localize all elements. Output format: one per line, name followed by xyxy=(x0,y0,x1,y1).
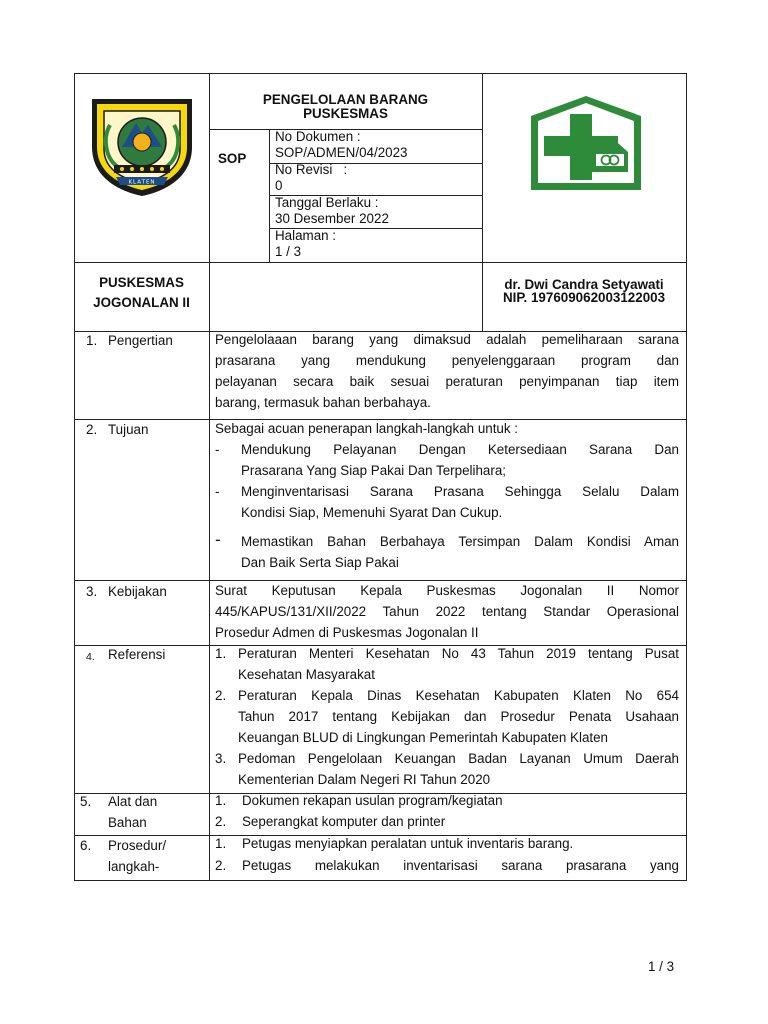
org-name-line1: PUSKESMAS xyxy=(99,275,184,290)
section-label-bahan: Bahan xyxy=(108,815,147,830)
doc-no-label: No Dokumen : xyxy=(275,129,361,144)
section-label-langkah: langkah- xyxy=(108,859,160,874)
section-label-tujuan: Tujuan xyxy=(108,422,149,437)
signer-nip: NIP. 197609062003122003 xyxy=(502,290,666,305)
doc-title-line1: PENGELOLAAN BARANG xyxy=(262,92,429,107)
sop-label: SOP xyxy=(218,151,247,166)
section-number: 6. xyxy=(80,838,92,853)
doc-title-line2: PUSKESMAS xyxy=(303,106,388,121)
section-label-referensi: Referensi xyxy=(108,647,166,662)
doc-no-value: SOP/ADMEN/04/2023 xyxy=(275,145,408,160)
section-number: 3. xyxy=(86,584,98,599)
org-name-line2: JOGONALAN II xyxy=(93,295,190,310)
section-label-prosedur: Prosedur/ xyxy=(108,838,167,853)
effective-date-label: Tanggal Berlaku : xyxy=(275,195,379,210)
crest-caption: KLATEN xyxy=(128,179,156,186)
effective-date-value: 30 Desember 2022 xyxy=(275,211,389,226)
puskesmas-logo xyxy=(528,92,645,194)
section-number: 4. xyxy=(86,651,95,663)
revision-value: 0 xyxy=(275,178,283,193)
page-number-footer: 1 / 3 xyxy=(648,959,675,974)
section-number: 2. xyxy=(86,422,98,437)
section-label-alat: Alat dan xyxy=(108,794,158,809)
revision-label: No Revisi : xyxy=(275,162,348,177)
section-number: 1. xyxy=(86,333,98,348)
klaten-crest-logo xyxy=(88,95,196,198)
tujuan-intro: Sebagai acuan penerapan langkah-langkah untuk : xyxy=(215,421,519,436)
signer-name: dr. Dwi Candra Setyawati xyxy=(504,277,664,292)
section-number: 5. xyxy=(80,794,92,809)
page-value: 1 / 3 xyxy=(275,244,302,259)
section-label-kebijakan: Kebijakan xyxy=(108,584,167,599)
page-label: Halaman : xyxy=(275,228,337,243)
section-label-pengertian: Pengertian xyxy=(108,333,173,348)
